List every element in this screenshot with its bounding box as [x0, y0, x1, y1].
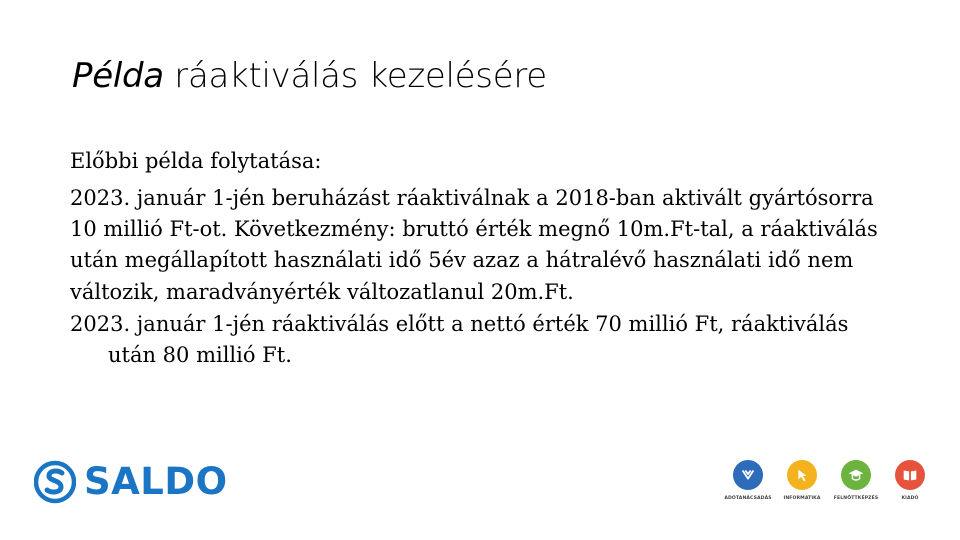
- badge-label: FELNŐTTKÉPZÉS: [833, 496, 879, 501]
- badge-label: INFORMATIKA: [783, 496, 821, 501]
- paragraph-net-value: 2023. január 1-jén ráaktiválás előtt a nettó érték 70 millió Ft, ráaktiválás után 80 millió Ft.: [70, 311, 849, 367]
- title-rest: ráaktiválás kezelésére: [163, 56, 547, 96]
- cursor-icon: [787, 460, 817, 490]
- paragraph-example: 2023. január 1-jén beruházást ráaktiválnak a 2018-ban aktivált gyártósorra 10 millió Ft-ot. Következmény: bruttó érték megnő 10m.Ft-tal, a ráaktiválás után megállapított használati idő 5év azaz a hátralévő használati idő nem változik, maradványérték változatlanul 20m.Ft.: [70, 186, 878, 304]
- slide-title: [72, 56, 547, 96]
- slide-body: [70, 146, 900, 371]
- graduation-cap-icon: [841, 460, 871, 490]
- arrow-icon: [733, 460, 763, 490]
- logo-wordmark: SALDO: [84, 460, 228, 503]
- paragraph-intro: Előbbi példa folytatása:: [70, 149, 322, 173]
- service-badges: [716, 460, 946, 506]
- badge-label: ADÓTANÁCSADÁS: [724, 496, 772, 501]
- saldo-logo: [34, 459, 228, 505]
- title-italic: Példa: [72, 56, 164, 96]
- badge-kiado: [878, 460, 942, 501]
- saldo-s-icon: [34, 459, 76, 505]
- book-icon: [895, 460, 925, 490]
- badge-label: KIADÓ: [901, 496, 919, 501]
